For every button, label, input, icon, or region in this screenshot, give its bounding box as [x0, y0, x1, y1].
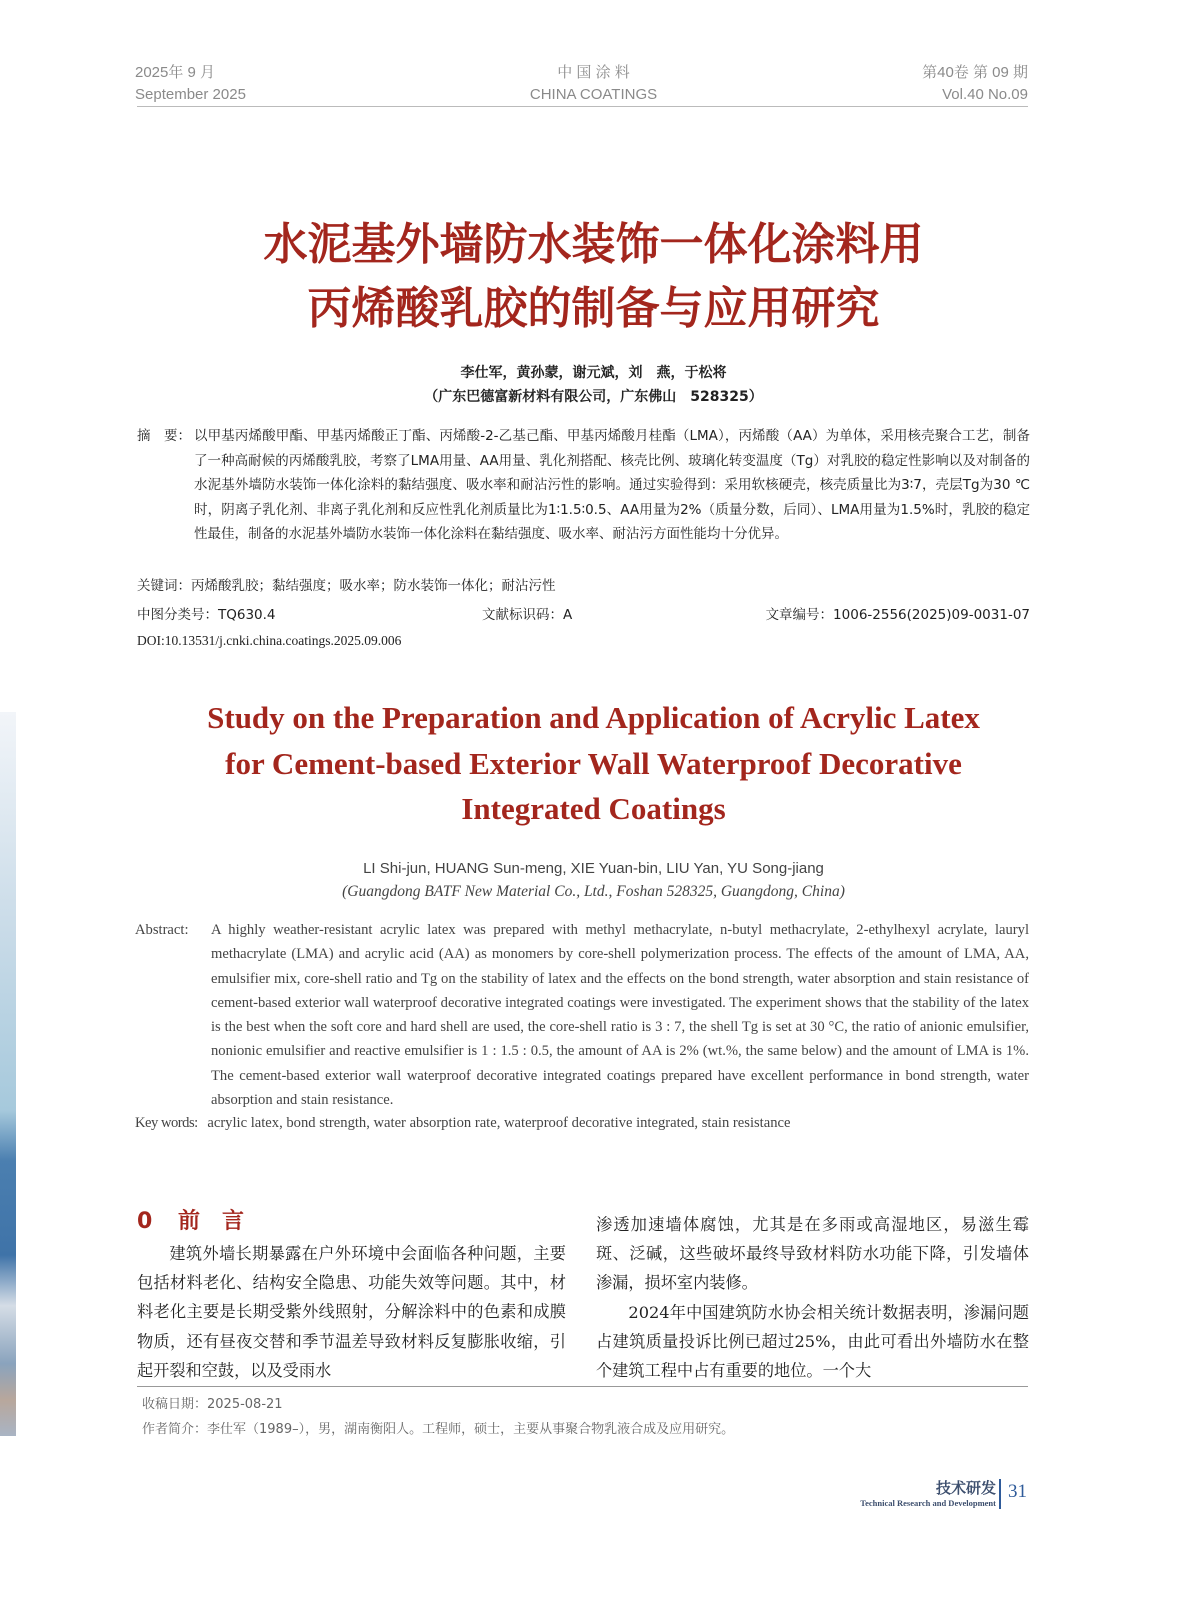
header-issue-en: Vol.40 No.09	[942, 86, 1028, 103]
abstract-en	[135, 918, 1029, 1112]
authors-cn: 李仕军，黄孙蒙，谢元斌，刘 燕，于松将	[460, 365, 727, 381]
body-column-right	[596, 1210, 1029, 1385]
affiliation-en: (Guangdong BATF New Material Co., Ltd., Foshan 528325, Guangdong, China)	[342, 883, 845, 900]
abstract-cn-text: 以甲基丙烯酸甲酯、甲基丙烯酸正丁酯、丙烯酸-2-乙基己酯、甲基丙烯酸月桂酯（LMA），丙烯酸（AA）为单体，采用核壳聚合工艺，制备了一种高耐候的丙烯酸乳胶，考察了LMA用量、AA用量、乳化剂搭配、核壳比例、玻璃化转变温度（Tg）对乳胶的稳定性影响以及对制备的水泥基外墙防水装饰一体化涂料的黏结强度、吸水率和耐沾污性的影响。通过实验得到：采用软核硬壳，核壳质量比为3∶7，壳层Tg为30 ℃时，阴离子乳化剂、非离子乳化剂和反应性乳化剂质量比为1∶1.5∶0.5、AA用量为2%（质量分数，后同）、LMA用量为1.5%时，乳胶的稳定性最佳，制备的水泥基外墙防水装饰一体化涂料在黏结强度、吸水率、耐沾污方面性能均十分优异。	[194, 428, 1030, 543]
keywords-en-text: acrylic latex, bond strength, water absorption rate, waterproof decorative integrated, stain resistance	[207, 1115, 791, 1131]
header-issue-cn: 第40卷 第 09 期	[922, 64, 1028, 81]
title-cn-line-2: 丙烯酸乳胶的制备与应用研究	[307, 283, 880, 334]
header-journal-cn: 中 国 涂 料	[557, 64, 630, 81]
header-journal-en: CHINA COATINGS	[529, 86, 658, 103]
keywords-en-label: Key words:	[135, 1115, 198, 1131]
keywords-en	[135, 1115, 790, 1132]
page-number: 31	[1008, 1481, 1027, 1502]
footnote-rule	[137, 1386, 1028, 1387]
authors-en: LI Shi-jun, HUANG Sun-meng, XIE Yuan-bin, LIU Yan, YU Song-jiang	[363, 860, 824, 877]
footnote-author-bio: 作者简介：李仕军（1989–），男，湖南衡阳人。工程师，硕士，主要从事聚合物乳液合成及应用研究。	[142, 1422, 735, 1437]
keywords-cn: 关键词：丙烯酸乳胶；黏结强度；吸水率；防水装饰一体化；耐沾污性	[137, 578, 556, 594]
title-en-line-1: Study on the Preparation and Application of Acrylic Latex	[207, 700, 980, 735]
classification-number: 中图分类号：TQ630.4	[137, 607, 276, 623]
abstract-cn-label: 摘 要：	[137, 428, 191, 444]
abstract-en-text: A highly weather-resistant acrylic latex was prepared with methyl methacrylate, n-butyl methacrylate, 2-ethylhexyl acrylate, lauryl methacrylate (LMA) and acrylic acid (AA) as monomers by core-shell polymerization process. The effects of the amount of LMA, AA, emulsifier mix, core-shell ratio and Tg on the stability of latex and the effects on the bond strength, water absorption and stain resistance of cement-based exterior wall waterproof decorative integrated coatings were investigated. The experiment shows that the stability of the latex is the best when the soft core and hard shell are used, the core-shell ratio is 3 : 7, the shell Tg is set at 30 °C, the ratio of anionic emulsifier, nonionic emulsifier and reactive emulsifier is 1 : 1.5 : 0.5, the amount of AA is 2% (wt.%, the same below) and the amount of LMA is 1%. The cement-based exterior wall waterproof decorative integrated coatings prepared have excellent performance in bond strength, water absorption and stain resistance.	[211, 922, 1029, 1109]
header-issue	[922, 62, 1028, 106]
body-paragraph-2: 2024年中国建筑防水协会相关统计数据表明，渗漏问题占建筑质量投诉比例已超过25%，由此可看出外墙防水在整个建筑工程中占有重要的地位。一个大	[596, 1302, 1029, 1381]
title-cn-line-1: 水泥基外墙防水装饰一体化涂料用	[263, 219, 924, 270]
header-rule	[137, 106, 1028, 107]
abstract-en-label: Abstract:	[135, 922, 189, 938]
footnote-received-date: 收稿日期：2025-08-21	[142, 1397, 283, 1412]
title-cn	[0, 213, 1187, 341]
header-date-en: September 2025	[135, 86, 246, 103]
title-en-line-2: for Cement-based Exterior Wall Waterproof Decorative	[225, 745, 962, 781]
section-title: 前 言	[177, 1209, 244, 1234]
footer-column-en: Technical Research and Development	[860, 1498, 996, 1508]
footer-divider	[999, 1479, 1001, 1509]
section-heading	[137, 1204, 244, 1235]
header-date-cn: 2025年 9 月	[135, 64, 216, 81]
footer-column	[860, 1477, 996, 1508]
body-paragraph-1-continued: 渗透加速墙体腐蚀，尤其是在多雨或高湿地区，易滋生霉斑、泛碱，这些破坏最终导致材料防水功能下降，引发墙体渗漏，损坏室内装修。	[596, 1215, 1029, 1293]
article-number: 文章编号：1006-2556(2025)09-0031-07	[765, 607, 1030, 623]
doi[interactable]: DOI:10.13531/j.cnki.china.coatings.2025.09.006	[137, 633, 402, 648]
affiliation-cn: （广东巴德富新材料有限公司，广东佛山 528325）	[424, 389, 763, 405]
abstract-cn	[137, 424, 1030, 547]
body-column-left: 建筑外墙长期暴露在户外环境中会面临各种问题，主要包括材料老化、结构安全隐患、功能失效等问题。其中，材料老化主要是长期受紫外线照射，分解涂料中的色素和成膜物质，还有昼夜交替和季节温差导致材料反复膨胀收缩，引起开裂和空鼓，以及受雨水	[137, 1244, 566, 1380]
section-number: 0	[137, 1209, 153, 1234]
title-en-line-3: Integrated Coatings	[461, 791, 726, 826]
title-en	[0, 695, 1187, 832]
document-code: 文献标识码：A	[482, 607, 573, 623]
footer-column-cn: 技术研发	[935, 1479, 996, 1497]
